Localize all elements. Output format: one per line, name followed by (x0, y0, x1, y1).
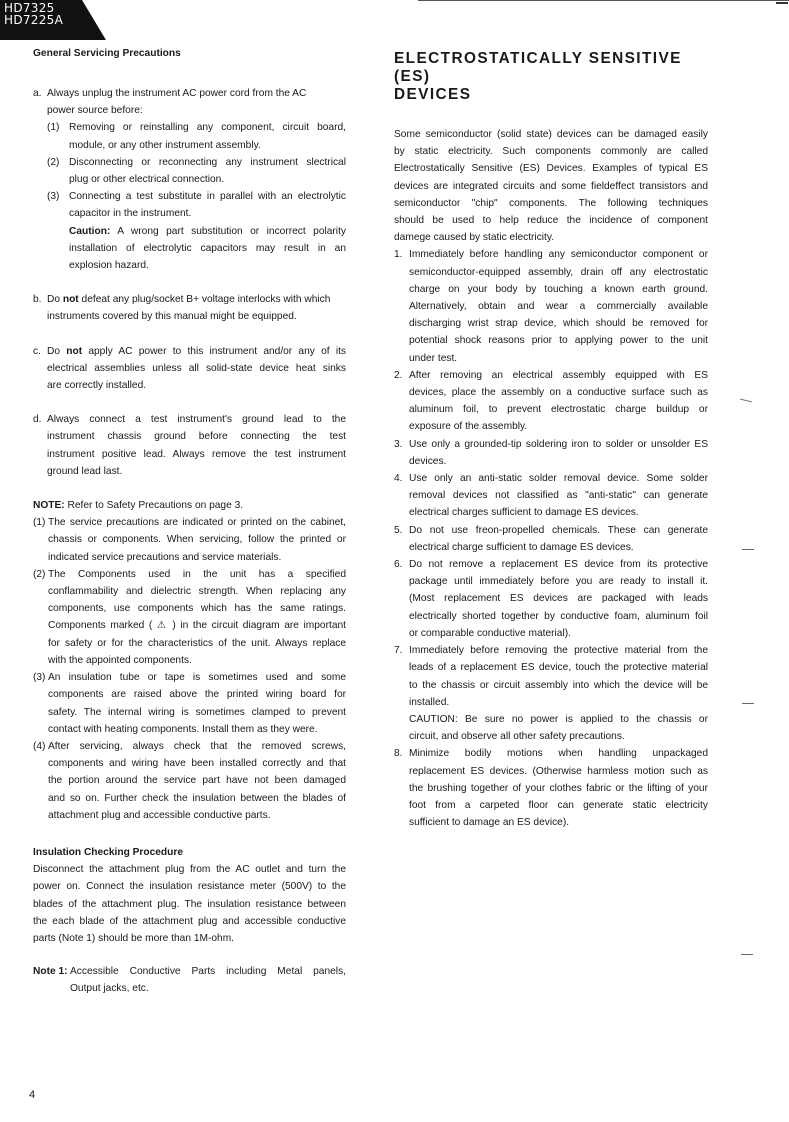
text-run: ) in the circuit diagram are important (167, 620, 346, 632)
item-marker: b. (33, 294, 42, 306)
title-line: ELECTROSTATICALLY SENSITIVE (ES) (394, 50, 682, 85)
text-line: (Most replacement ES devices are packaged with leads (409, 593, 708, 605)
text-line: components and wiring have been installed correctly and that (48, 758, 346, 770)
item-marker: 2. (394, 369, 403, 381)
text-line: the brushing together of your clothes fabric or the lifting of your (409, 782, 708, 794)
text-line: to the chassis or circuit assembly into which the device will be (409, 679, 708, 691)
es-item-6 (394, 556, 708, 642)
text-line: indicated service precautions and service materials. (48, 551, 282, 563)
text-line: plug or other electrical connection. (69, 174, 225, 186)
text-line: package until immediately before you are ready to install it. (409, 576, 708, 588)
text-line: parts (Note 1) should be more than 1M-ohm. (33, 932, 235, 944)
text-line: CAUTION: Be sure no power is applied to the chassis or (409, 713, 708, 725)
text-line: Use only an anti-static solder removal device. Some solder (409, 473, 708, 485)
item-marker: a. (33, 88, 42, 99)
note-heading (33, 497, 346, 514)
title-line: DEVICES (394, 86, 472, 103)
text-line: Connecting a test substitute in parallel with an electrolytic (69, 191, 346, 203)
es-item-8 (394, 745, 708, 831)
text-line: the each blade of the attachment plug and accessible conductive (33, 915, 346, 927)
note-label: NOTE: (33, 500, 65, 512)
item-marker: 4. (394, 473, 403, 485)
model-code: HD7325 (4, 1, 55, 15)
emphasis: not (66, 345, 83, 357)
model-codes (4, 2, 63, 26)
text-line: instrument chassis ground before connecting the test (47, 431, 346, 443)
item-marker: (1) (33, 517, 46, 529)
text-run: apply AC power to this instrument and/or any of its (82, 345, 347, 357)
text-line: the portion around the service part have not been damaged (48, 775, 346, 787)
text-line: with the appointed components. (48, 654, 192, 666)
precaution-c (33, 343, 346, 395)
margin-mark (740, 399, 752, 403)
text-line: A wrong part substitution or incorrect polarity (110, 225, 346, 237)
margin-mark (742, 549, 754, 550)
text-line: capacitor in the instrument. (69, 208, 192, 220)
item-marker: d. (33, 414, 42, 426)
item-marker: c. (33, 345, 41, 357)
precaution-a-3 (47, 188, 346, 222)
text-line: After removing an electrical assembly equipped with ES (409, 369, 708, 381)
text-line: semiconductor "chip" components. The following techniques (394, 197, 708, 209)
text-line: components, use components which has the same ratings. (48, 603, 346, 615)
text-line: chassis or components. When servicing, follow the printed or (48, 534, 346, 546)
margin-mark (741, 954, 753, 955)
text-line: Removing or reinstalling any component, circuit board, (69, 122, 346, 134)
es-title (394, 50, 708, 104)
text-line: electrical charge sufficient to damage ES devices. (409, 541, 634, 553)
precaution-b (33, 291, 346, 325)
item-marker: (4) (33, 740, 46, 752)
item-marker: 3. (394, 438, 403, 450)
item-marker: 6. (394, 559, 403, 571)
text-line: discharging wrist strap device, which should be removed for (409, 318, 708, 330)
text-line: The service precautions are indicated or printed on the cabinet, (48, 517, 346, 529)
es-intro (394, 126, 708, 246)
text-line: under test. (409, 352, 458, 364)
es-item-2 (394, 367, 708, 436)
text-line: attachment plug and accessible conductive parts. (48, 809, 271, 821)
model-code: HD7225A (4, 13, 64, 27)
margin-mark (742, 703, 754, 704)
section-title: General Servicing Precautions (33, 48, 181, 59)
text-line: explosion hazard. (69, 260, 149, 272)
right-column (394, 50, 708, 831)
text-line: safety. The internal wiring is sometimes clamped to prevent (48, 706, 346, 718)
item-marker: (2) (33, 568, 46, 580)
warning-triangle-icon: ⚠ (156, 620, 168, 632)
text-line: After servicing, always check that the removed screws, (48, 740, 346, 752)
page-number: 4 (29, 1089, 36, 1101)
es-item-3 (394, 436, 708, 470)
text-line: foot from a carpeted floor can generate static electricity (409, 799, 708, 811)
text-line: Do not remove a replacement ES device from its protective (409, 559, 708, 571)
text-line: Disconnect the attachment plug from the AC outlet and turn the (33, 864, 346, 876)
text-line: instrument positive lead. Always remove the test instrument (47, 448, 346, 460)
text-line: exposure of the assembly. (409, 421, 528, 433)
note-item-4 (33, 738, 346, 824)
text-run: defeat any plug/socket B+ voltage interlocks with which (78, 294, 331, 306)
text-line: installed. (409, 696, 450, 708)
note-item-3 (33, 669, 346, 738)
left-column (33, 47, 346, 998)
es-item-7 (394, 642, 708, 745)
es-item-1 (394, 246, 708, 366)
text-line: aluminum foil, to prevent electrostatic charge buildup or (409, 404, 708, 416)
text-line: leads of a replacement ES device, touch the protective material (409, 662, 708, 674)
es-item-5 (394, 522, 708, 556)
text-line: should be used to help reduce the incidence of component (394, 215, 708, 227)
text-line: Some semiconductor (solid state) devices can be damaged easily (394, 129, 708, 140)
text-line: potential shock reasons prior to applying power to the unit (409, 335, 708, 347)
es-item-4 (394, 470, 708, 522)
item-marker: (3) (47, 191, 60, 203)
text-run: Refer to Safety Precautions on page 3. (64, 500, 244, 512)
text-line: devices. (409, 455, 447, 467)
text-run: Components marked ( (48, 620, 157, 632)
text-line: and so on. Further check the insulation between the blades of (48, 792, 346, 804)
text-line: blades of the attachment plug. The insulation resistance between (33, 898, 346, 910)
text-line: devices are integrated circuits and some fieldeffect transistors and (394, 180, 708, 192)
precaution-a (33, 85, 346, 119)
text-line: sufficient to damage an ES device). (409, 817, 570, 829)
text-line: semiconductor-equipped assembly, drain off any electrostatic (409, 266, 708, 278)
text-line: power source before: (47, 105, 143, 117)
precaution-a-1 (47, 119, 346, 153)
text-line: Always unplug the instrument AC power cord from the AC (47, 88, 307, 99)
text-line: contact with heating components. Install them as they were. (48, 723, 318, 735)
text-line: Alternatively, obtain and wear a commercially available (409, 301, 708, 313)
text-line: circuit, and observe all other safety precautions. (409, 731, 625, 743)
text-line: Minimize bodily motions when handling unpackaged (409, 748, 708, 760)
text-line: Disconnecting or reconnecting any instrument slectrical (69, 156, 346, 168)
text-line: by static electricity. Such components commonly are called (394, 146, 708, 158)
text-line: An insulation tube or tape is sometimes used and some (48, 672, 346, 684)
text-line: damege caused by static electricity. (394, 232, 555, 244)
text-line: Always connect a test instrument's ground lead to the (47, 414, 346, 426)
note-label: Note 1: (33, 966, 68, 978)
emphasis: not (62, 294, 79, 306)
text-run: Do (47, 345, 67, 357)
item-marker: (1) (47, 122, 60, 134)
text-line: electrical assemblies unless all solid-state device heat sinks (47, 362, 346, 374)
text-line: Electrostatically Sensitive (ES) Devices. Examples of typical ES (394, 163, 708, 175)
item-marker: 7. (394, 645, 403, 657)
text-line: charge on your body by touching a known earth ground. (409, 283, 708, 295)
text-line: or comparable conductive material). (409, 627, 571, 639)
note-item-1 (33, 514, 346, 566)
caution-label: Caution: (69, 225, 111, 237)
item-marker: (2) (47, 156, 60, 168)
text-line: Use only a grounded-tip soldering iron to solder or unsolder ES (409, 438, 708, 450)
item-marker: 8. (394, 748, 403, 760)
margin-mark (776, 2, 788, 4)
text-line: electrically shorted together by conductive foam, aluminum foil (409, 610, 708, 622)
text-line: are correctly installed. (47, 380, 147, 392)
text-line: power on. Connect the insulation resistance meter (500V) to the (33, 881, 346, 893)
precaution-d (33, 411, 346, 480)
item-marker: (3) (33, 672, 46, 684)
text-line: conflammability and dielectric strength. When replacing any (48, 586, 346, 598)
item-marker: 1. (394, 249, 403, 261)
text-line: for safety or for the characteristics of the unit. Always replace (48, 637, 346, 649)
text-line: Do not use freon-propelled chemicals. These can generate (409, 524, 708, 536)
text-line: module, or any other instrument assembly. (69, 139, 261, 151)
text-line: removal devices not classified as "anti-static" can generate (409, 490, 708, 502)
text-line: replacement ES devices. (Otherwise harmless motion such as (409, 765, 708, 777)
text-line: devices, place the assembly on a conductive surface such as (409, 387, 708, 399)
text-line: installation of electrolytic capacitors may result in an (69, 242, 346, 254)
item-marker: 5. (394, 524, 403, 536)
precaution-a-2 (47, 154, 346, 188)
top-rule (418, 0, 789, 1)
text-line: ground lead last. (47, 465, 123, 477)
text-line: The Components used in the unit has a specified (48, 568, 346, 580)
text-line: Output jacks, etc. (70, 983, 149, 995)
text-line: instruments covered by this manual might be equipped. (47, 311, 297, 323)
note-item-2 (33, 566, 346, 669)
text-line: Immediately before handling any semiconductor component or (409, 249, 708, 261)
caution-note (69, 223, 346, 275)
text-run: Do (47, 294, 63, 306)
insulation-title: Insulation Checking Procedure (33, 846, 184, 858)
note-1 (33, 963, 346, 997)
text-line: Immediately before removing the protective material from the (409, 645, 708, 657)
text-line: electrical charges sufficient to damage ES devices. (409, 507, 639, 519)
text-line: Accessible Conductive Parts including Metal panels, (70, 966, 346, 978)
text-line: components are raised above the printed wiring board for (48, 689, 346, 701)
